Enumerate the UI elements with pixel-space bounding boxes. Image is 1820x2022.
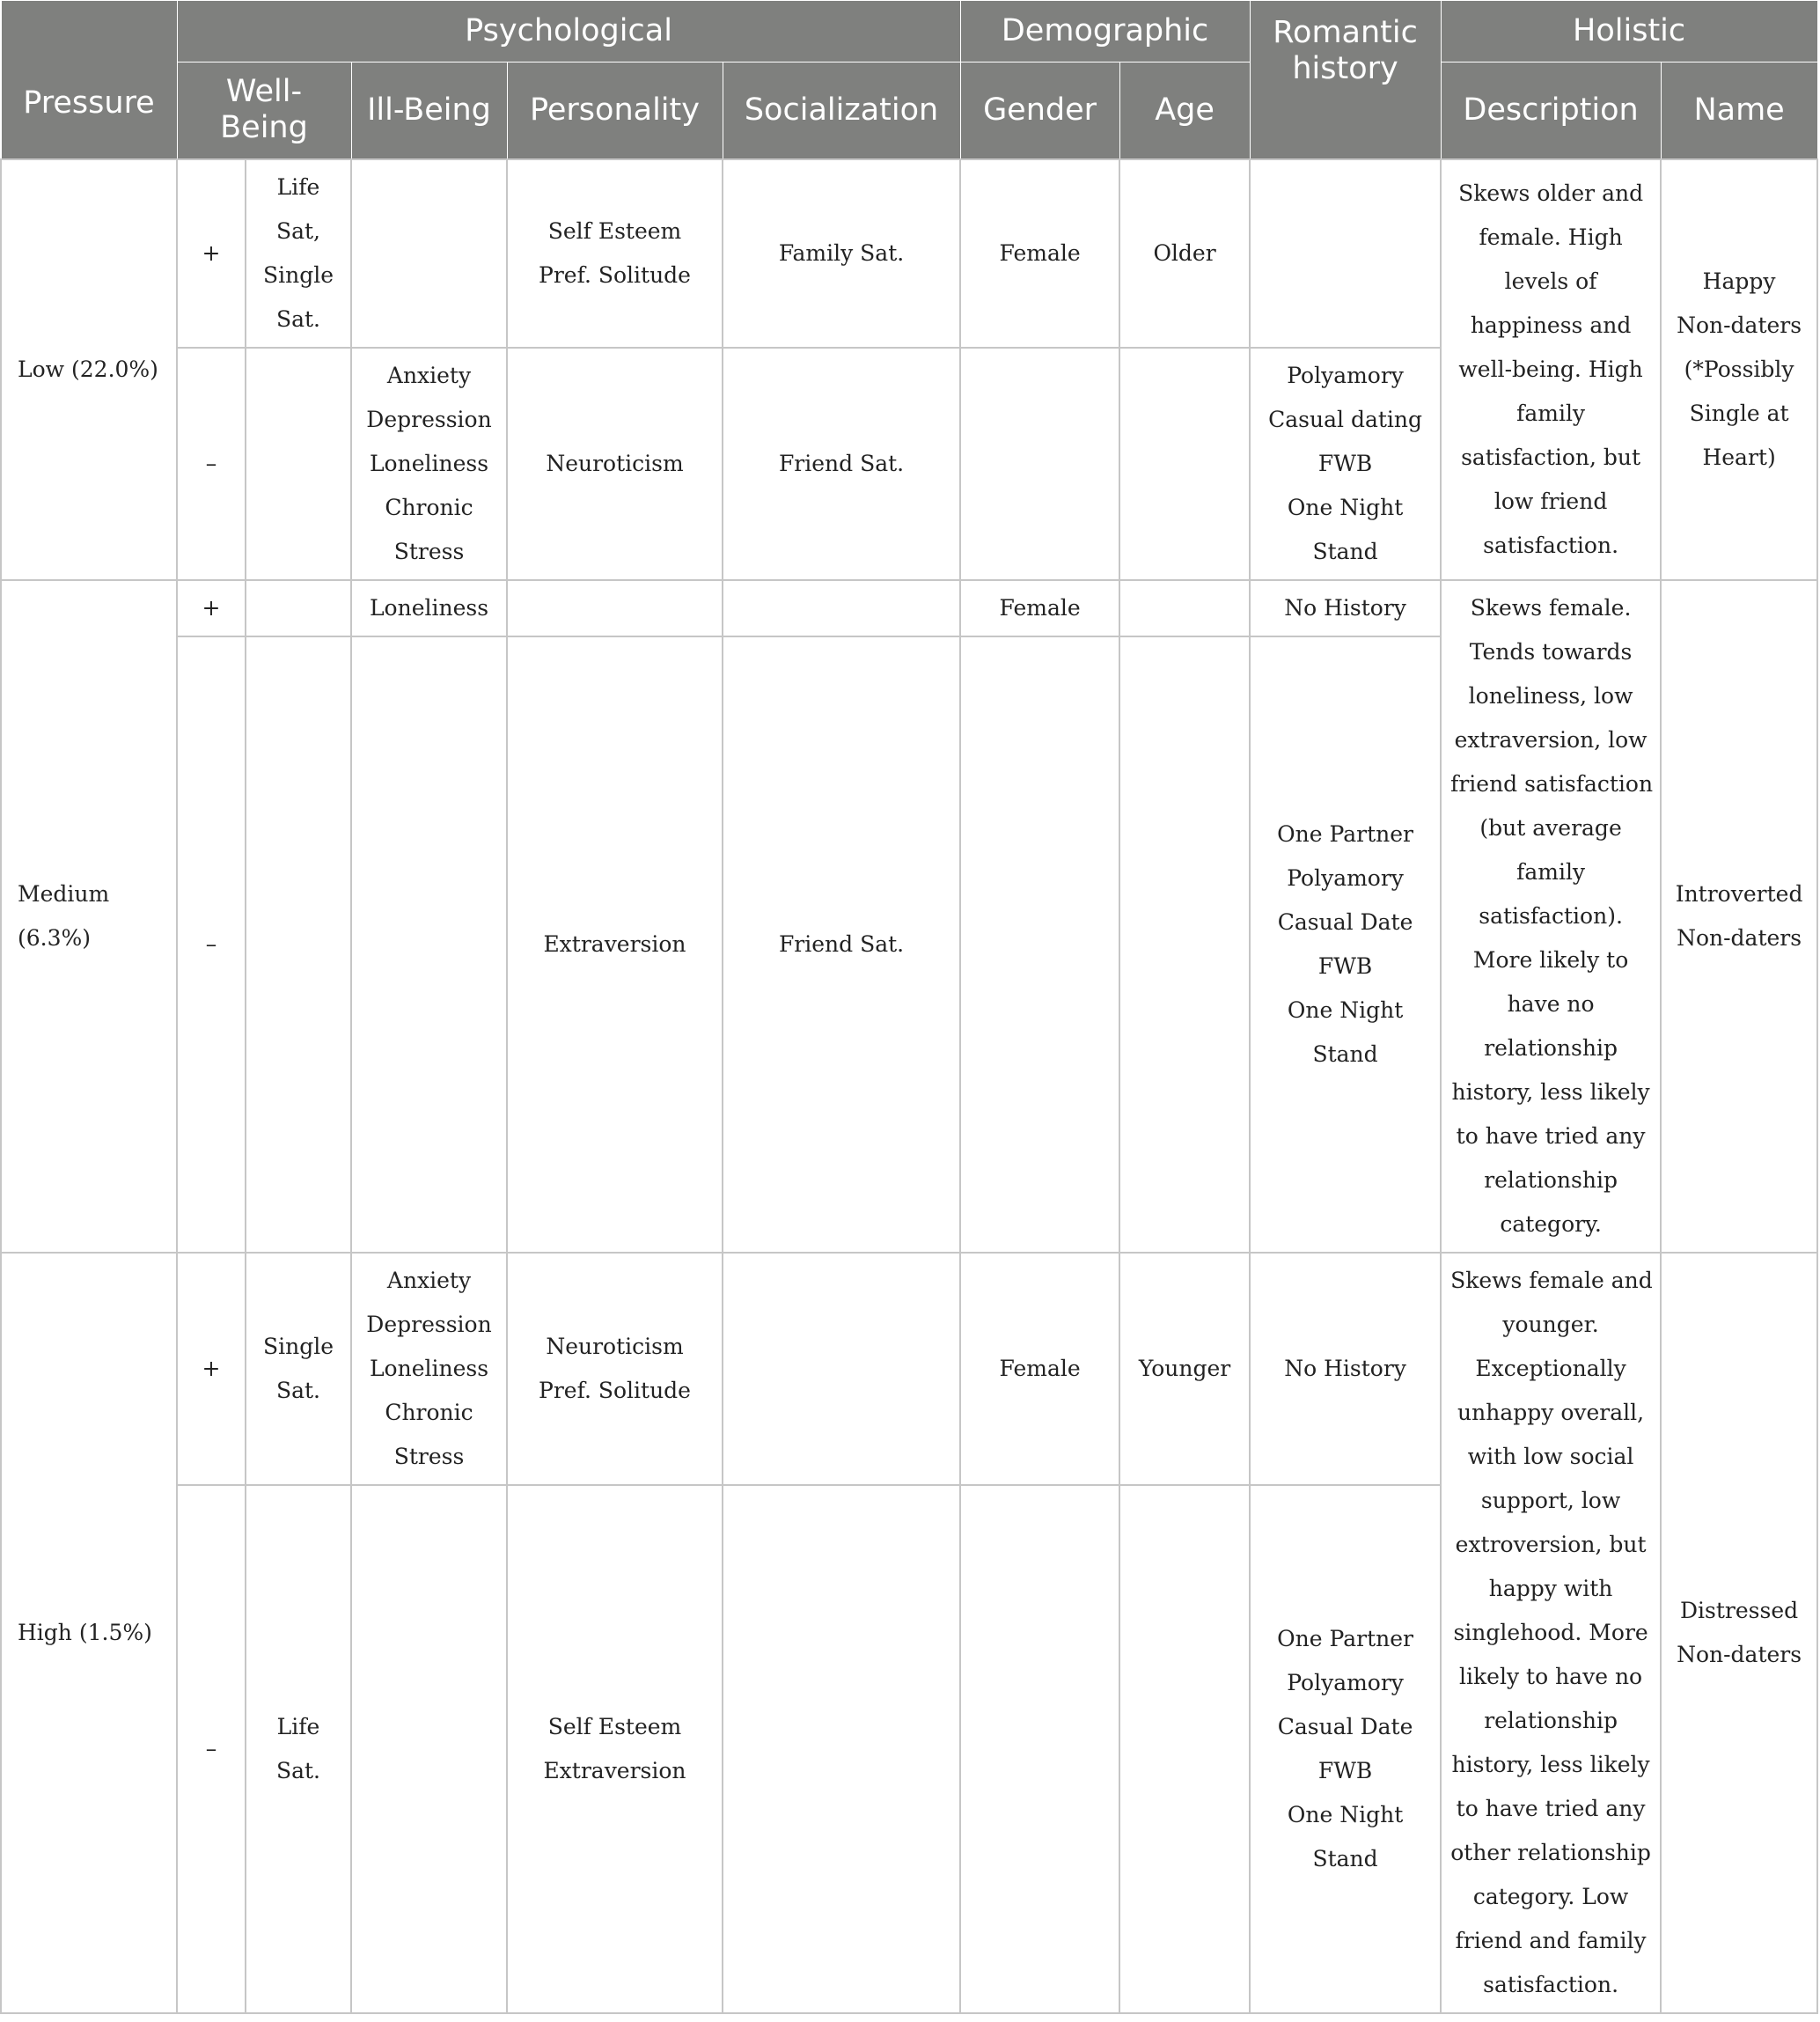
header-wellbeing: Well-Being [177, 62, 351, 159]
header-illbeing: Ill-Being [351, 62, 507, 159]
high-minus-wellbeing: Life Sat. [246, 1485, 351, 2013]
pressure-high-label: High (1.5%) [1, 1253, 177, 2013]
header-age: Age [1119, 62, 1250, 159]
low-minus-gender [960, 348, 1119, 580]
header-pressure: Pressure [1, 1, 177, 159]
sign-plus: + [177, 1253, 246, 1485]
sign-minus: – [177, 636, 246, 1253]
high-minus-socialization [723, 1485, 960, 2013]
medium-plus-romantic: No History [1250, 580, 1441, 636]
medium-name: Introverted Non-daters [1661, 580, 1817, 1253]
header-name: Name [1661, 62, 1817, 159]
high-plus-socialization [723, 1253, 960, 1485]
high-description: Skews female and younger. Exceptionally unhappy overall, with low social support, low extroversion, but happy with singlehood. More likely to have no relationship history, less likely to have tried any other relationship category. Low friend and family satisfaction. [1441, 1253, 1661, 2013]
high-name: Distressed Non-daters [1661, 1253, 1817, 2013]
table-row [1, 580, 1817, 636]
medium-minus-illbeing [351, 636, 507, 1253]
low-plus-personality: Self Esteem Pref. Solitude [507, 159, 723, 348]
medium-minus-wellbeing [246, 636, 351, 1253]
sign-plus: + [177, 580, 246, 636]
low-minus-age [1119, 348, 1250, 580]
high-minus-personality: Self Esteem Extraversion [507, 1485, 723, 2013]
low-name: Happy Non-daters (*Possibly Single at Heart) [1661, 159, 1817, 580]
pressure-low-label: Low (22.0%) [1, 159, 177, 580]
sign-minus: – [177, 1485, 246, 2013]
medium-plus-illbeing: Loneliness [351, 580, 507, 636]
high-minus-gender [960, 1485, 1119, 2013]
header-description: Description [1441, 62, 1661, 159]
medium-plus-age [1119, 580, 1250, 636]
medium-plus-gender: Female [960, 580, 1119, 636]
high-plus-wellbeing: Single Sat. [246, 1253, 351, 1485]
high-plus-illbeing: Anxiety Depression Loneliness Chronic Stress [351, 1253, 507, 1485]
medium-minus-age [1119, 636, 1250, 1253]
medium-minus-personality: Extraversion [507, 636, 723, 1253]
high-plus-gender: Female [960, 1253, 1119, 1485]
table-row [1, 1253, 1817, 1485]
header-socialization: Socialization [723, 62, 960, 159]
low-plus-wellbeing: Life Sat, Single Sat. [246, 159, 351, 348]
low-minus-socialization: Friend Sat. [723, 348, 960, 580]
low-minus-romantic: Polyamory Casual dating FWB One Night Stand [1250, 348, 1441, 580]
high-minus-illbeing [351, 1485, 507, 2013]
medium-plus-wellbeing [246, 580, 351, 636]
medium-minus-socialization: Friend Sat. [723, 636, 960, 1253]
low-description: Skews older and female. High levels of happiness and well-being. High family satisfaction, but low friend satisfaction. [1441, 159, 1661, 580]
sign-minus: – [177, 348, 246, 580]
header-gender: Gender [960, 62, 1119, 159]
low-minus-personality: Neuroticism [507, 348, 723, 580]
table-row [1, 159, 1817, 348]
header-personality: Personality [507, 62, 723, 159]
high-minus-age [1119, 1485, 1250, 2013]
header-group-romantic-history: Romantic history [1250, 1, 1441, 159]
low-plus-age: Older [1119, 159, 1250, 348]
low-plus-socialization: Family Sat. [723, 159, 960, 348]
header-group-psychological: Psychological [177, 1, 960, 62]
low-minus-illbeing: Anxiety Depression Loneliness Chronic Stress [351, 348, 507, 580]
sign-plus: + [177, 159, 246, 348]
medium-plus-socialization [723, 580, 960, 636]
low-plus-illbeing [351, 159, 507, 348]
medium-minus-gender [960, 636, 1119, 1253]
medium-minus-romantic: One Partner Polyamory Casual Date FWB One Night Stand [1250, 636, 1441, 1253]
header-group-holistic: Holistic [1441, 1, 1817, 62]
high-plus-romantic: No History [1250, 1253, 1441, 1485]
low-plus-gender: Female [960, 159, 1119, 348]
low-minus-wellbeing [246, 348, 351, 580]
medium-plus-personality [507, 580, 723, 636]
medium-description: Skews female. Tends towards loneliness, low extraversion, low friend satisfaction (but average family satisfaction). More likely to have no relationship history, less likely to have tried any relationship category. [1441, 580, 1661, 1253]
low-plus-romantic [1250, 159, 1441, 348]
header-group-demographic: Demographic [960, 1, 1250, 62]
high-plus-age: Younger [1119, 1253, 1250, 1485]
high-plus-personality: Neuroticism Pref. Solitude [507, 1253, 723, 1485]
high-minus-romantic: One Partner Polyamory Casual Date FWB One Night Stand [1250, 1485, 1441, 2013]
pressure-medium-label: Medium (6.3%) [1, 580, 177, 1253]
